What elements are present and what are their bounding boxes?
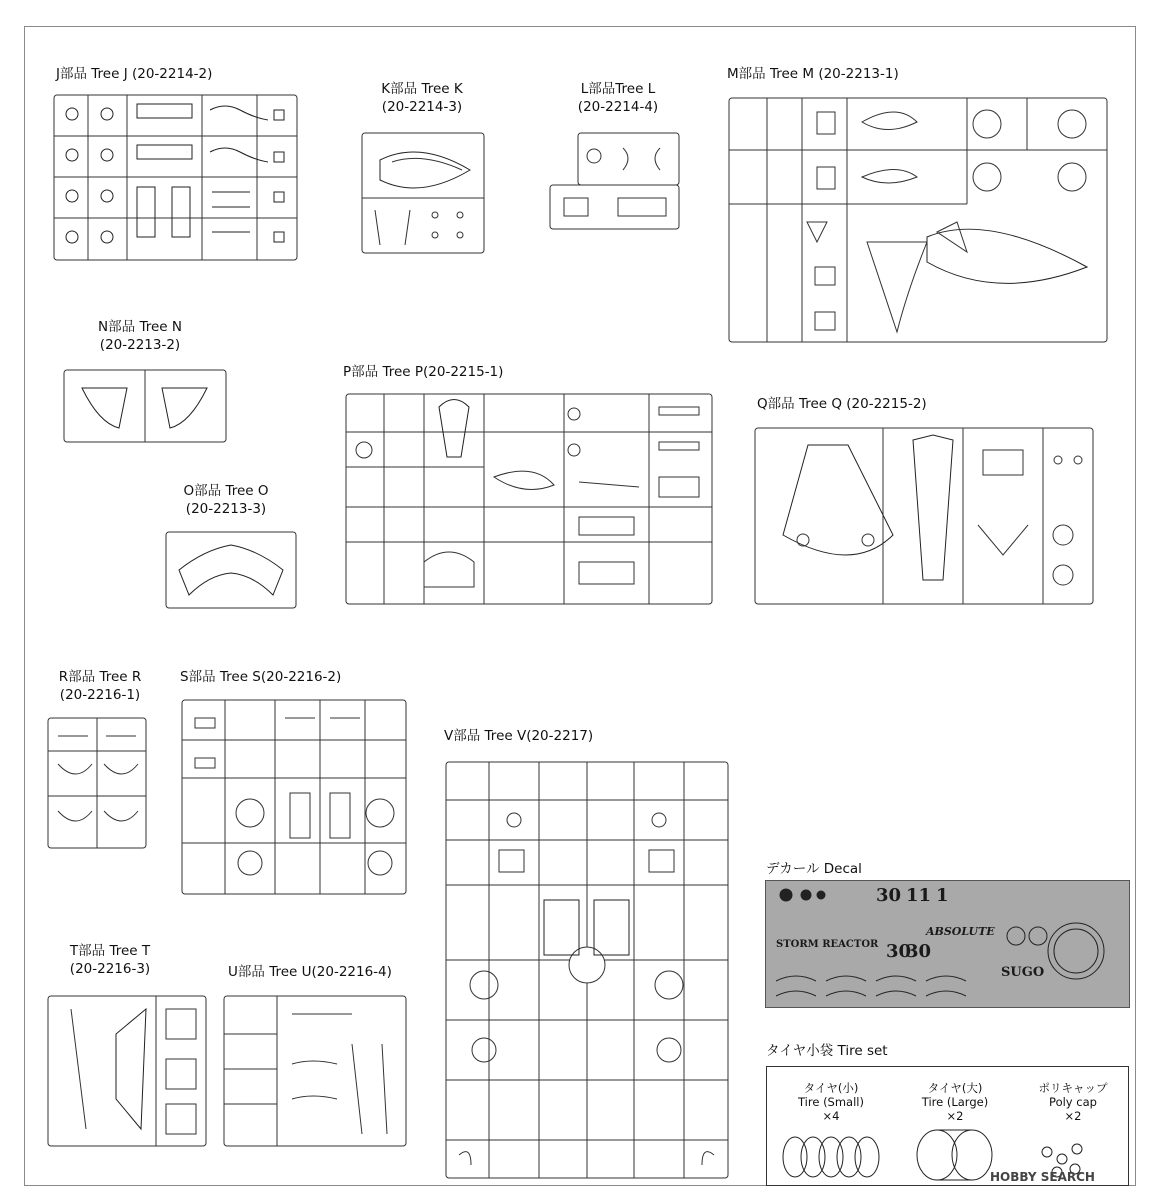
- tree-v-jp: V部品: [444, 728, 481, 744]
- tree-p-jp: P部品: [343, 364, 379, 380]
- decal-text-30-c: 30: [906, 941, 932, 962]
- tire-small-en: Tire (Small): [798, 1095, 864, 1109]
- tree-q-runner: [753, 425, 1096, 607]
- tree-k-jp: K部品: [381, 81, 418, 97]
- tire-large-caption: [905, 1081, 1005, 1123]
- tree-r-code: (20-2216-1): [59, 687, 141, 703]
- decal-text-30-b: 30: [886, 941, 912, 962]
- decal-text-30: 30: [876, 885, 902, 906]
- poly-cap-qty: ×2: [1064, 1109, 1082, 1123]
- tree-l-en: Tree L: [615, 81, 656, 97]
- tree-l-code: (20-2214-4): [577, 99, 659, 115]
- tree-u-code: (20-2216-4): [311, 964, 392, 980]
- tree-p-en: Tree P: [382, 364, 424, 380]
- tree-n-jp: N部品: [98, 319, 136, 335]
- tire-set-title: タイヤ小袋 Tire set: [766, 1043, 888, 1059]
- tree-l-runner: [548, 130, 683, 232]
- decal-title: デカール Decal: [766, 861, 862, 877]
- tree-j-en: Tree J: [91, 66, 128, 82]
- tree-m-en: Tree M: [769, 66, 815, 82]
- tire-large-en: Tire (Large): [921, 1095, 989, 1109]
- tree-t-en: Tree T: [109, 943, 151, 959]
- tree-r-runner: [46, 716, 148, 850]
- tree-m-label: [727, 65, 899, 83]
- decal-text-1: 1: [936, 885, 949, 906]
- tree-k-code: (20-2214-3): [381, 99, 463, 115]
- tree-t-runner: [46, 994, 208, 1150]
- poly-cap-jp: ポリキャップ: [1038, 1081, 1108, 1095]
- tree-o-en: Tree O: [225, 483, 269, 499]
- tree-v-label: [444, 727, 593, 745]
- tree-s-code: (20-2216-2): [260, 669, 342, 685]
- tree-q-code: (20-2215-2): [846, 396, 927, 412]
- tree-u-en: Tree U: [269, 964, 312, 980]
- tree-r-en: Tree R: [99, 669, 142, 685]
- tree-o-label: [166, 482, 286, 518]
- tree-v-en: Tree V: [484, 728, 527, 744]
- tree-q-en: Tree Q: [798, 396, 842, 412]
- tree-p-runner: [344, 392, 714, 608]
- tree-s-runner: [180, 698, 408, 896]
- tree-k-en: Tree K: [421, 81, 463, 97]
- tree-l-jp: L部品: [580, 81, 616, 97]
- tree-u-jp: U部品: [228, 964, 265, 980]
- tree-j-label: [56, 65, 212, 83]
- tree-j-runner: [52, 92, 300, 264]
- tree-s-en: Tree S: [219, 669, 261, 685]
- tree-l-label: [553, 80, 683, 116]
- tree-o-jp: O部品: [183, 483, 222, 499]
- tree-o-runner: [164, 530, 298, 610]
- tree-m-jp: M部品: [727, 66, 766, 82]
- tree-u-runner: [222, 994, 408, 1150]
- tire-small-jp: タイヤ(小): [803, 1081, 859, 1095]
- tree-j-code: (20-2214-2): [131, 66, 213, 82]
- tree-k-label: [362, 80, 482, 116]
- tree-t-code: (20-2216-3): [69, 961, 151, 977]
- poly-cap-caption: [1023, 1081, 1123, 1123]
- tree-j-jp: J部品: [56, 66, 87, 82]
- tire-small-qty: ×4: [822, 1109, 840, 1123]
- tree-p-code: (20-2215-1): [423, 364, 504, 380]
- tree-n-label: [80, 318, 200, 354]
- tree-n-code: (20-2213-2): [99, 337, 181, 353]
- tree-r-label: [40, 668, 160, 704]
- tree-q-label: [757, 395, 927, 413]
- tree-p-label: [343, 363, 503, 381]
- tree-t-label: [50, 942, 170, 978]
- tree-v-runner: [444, 760, 730, 1180]
- tree-r-jp: R部品: [58, 669, 96, 685]
- tire-small-caption: [781, 1081, 881, 1123]
- watermark: HOBBY SEARCH: [990, 1170, 1095, 1184]
- tree-v-code: (20-2217): [526, 728, 594, 744]
- tree-k-runner: [360, 130, 488, 258]
- tree-n-en: Tree N: [139, 319, 182, 335]
- tree-n-runner: [62, 368, 228, 446]
- decal-text-storm-reactor: STORM REACTOR: [776, 939, 879, 950]
- poly-cap-en: Poly cap: [1049, 1095, 1097, 1109]
- tree-t-jp: T部品: [69, 943, 106, 959]
- decal-sheet: [765, 880, 1130, 1008]
- tree-u-label: [228, 963, 392, 981]
- tire-large-qty: ×2: [946, 1109, 964, 1123]
- tire-set-box: [766, 1066, 1129, 1186]
- decal-text-absolute: ABSOLUTE: [926, 925, 995, 938]
- tree-o-code: (20-2213-3): [185, 501, 267, 517]
- decal-text-sugo: SUGO: [1001, 965, 1045, 980]
- decal-graphics: [766, 881, 1129, 1007]
- tire-large-jp: タイヤ(大): [927, 1081, 983, 1095]
- tree-q-jp: Q部品: [757, 396, 795, 412]
- tree-m-runner: [727, 92, 1109, 346]
- tree-s-label: [180, 668, 341, 686]
- tree-s-jp: S部品: [180, 669, 216, 685]
- tree-m-code: (20-2213-1): [818, 66, 899, 82]
- decal-text-11: 11: [906, 885, 932, 906]
